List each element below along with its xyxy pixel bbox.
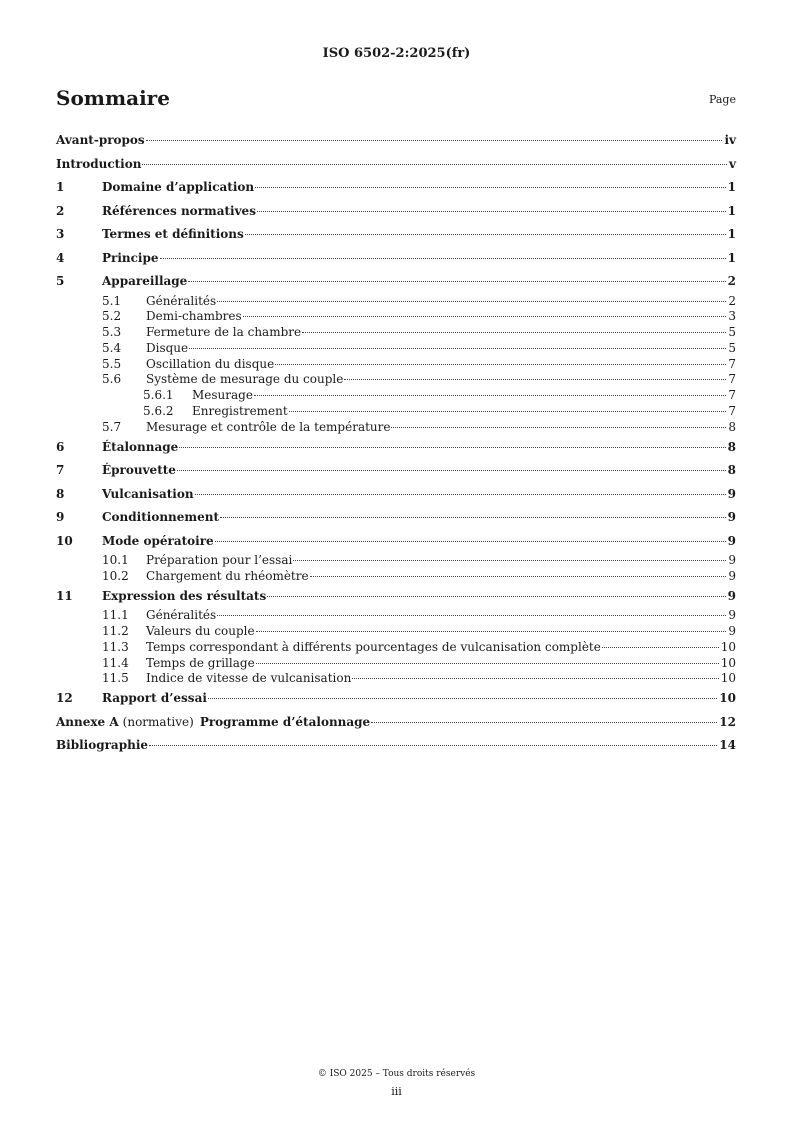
toc-entry[interactable] [56,325,736,341]
toc-entry-page: 1 [727,203,736,218]
toc-entry[interactable] [56,553,736,569]
toc-entry[interactable] [56,734,736,758]
toc-entry[interactable] [56,153,736,177]
toc-entry-page: 1 [727,180,736,194]
toc-entry-page: 14 [719,738,736,753]
dot-leader [146,140,723,141]
toc-entry[interactable] [56,247,736,271]
toc-entry-number: 5.5 [102,356,122,371]
toc-entry-number: 8 [56,486,65,501]
toc-entry-number: 10.1 [102,553,129,568]
toc-entry-page: 3 [728,309,736,324]
toc-entry-label: Termes et définitions [102,227,244,241]
toc-entry-label: Demi-chambres [146,309,242,324]
toc-entry[interactable] [56,357,736,373]
dot-leader [257,211,726,212]
toc-entry-number: 1 [56,180,65,194]
annex-normative-tag: (normative) [122,714,194,729]
dot-leader [243,316,727,317]
toc-entry[interactable] [56,372,736,388]
toc-entry-number: 11.4 [102,655,129,670]
toc-entry[interactable] [56,200,736,224]
toc-entry[interactable] [56,624,736,640]
toc-entry-number: 10.2 [102,568,129,583]
dot-leader [391,427,726,428]
dot-leader [215,541,726,542]
toc-entry[interactable] [56,608,736,624]
dot-leader [256,663,719,664]
toc-entry[interactable] [56,569,736,585]
toc-entry-page: 2 [728,293,736,308]
toc-entry-page: 9 [727,588,736,603]
annex-title: Programme d’étalonnage [199,714,371,729]
toc-entry[interactable] [56,671,736,687]
toc-entry-label: Temps correspondant à différents pourcentages de vulcanisation complète [146,639,601,654]
toc-entry-number: 5 [56,274,65,288]
toc-entry-number: 5.1 [102,293,122,308]
toc-entry-page: 9 [728,608,736,623]
dot-leader [142,164,727,165]
toc-entry-label: Introduction [56,156,142,171]
toc-entry-number: 5.3 [102,325,122,340]
toc-entry-page: 5 [728,340,736,355]
toc-entry-page: 10 [720,655,736,670]
toc-entry[interactable] [56,388,736,404]
toc-entry-page: 10 [720,671,736,686]
toc-entry-label: Appareillage [102,274,188,288]
toc-entry-page: 8 [727,463,736,478]
toc-entry-label: Mesurage [192,388,253,403]
dot-leader [289,411,727,412]
toc-entry-page: 7 [728,356,736,371]
toc-entry[interactable] [56,530,736,554]
toc-entry-page: 8 [728,419,736,434]
toc-entry-label: Indice de vitesse de vulcanisation [146,671,352,686]
toc-entry[interactable] [56,459,736,483]
toc-entry-page: 9 [728,568,736,583]
toc-entry-label: Disque [146,340,189,355]
copyright-footer: © ISO 2025 – Tous droits réservés [317,1069,476,1079]
toc-entry-page: 5 [728,325,736,340]
toc-entry-label: Généralités [146,608,217,623]
dot-leader [217,301,726,302]
toc-entry-page: 12 [719,714,736,729]
page-number: iii [391,1085,402,1098]
toc-entry-label: Éprouvette [102,463,176,478]
toc-entry-label: Chargement du rhéomètre [146,568,309,583]
toc-entry[interactable] [56,404,736,420]
toc-entry-label: Étalonnage [102,439,179,454]
toc-entry-label: Enregistrement [192,404,288,419]
toc-entry-label: Oscillation du disque [146,356,275,371]
dot-leader [217,615,726,616]
toc-entry-page: 7 [728,404,736,419]
toc-entry-number: 9 [56,510,65,525]
dot-leader [254,395,726,396]
dot-leader [245,234,726,235]
dot-leader [256,631,727,632]
toc-entry-page: 1 [727,227,736,241]
dot-leader [189,348,726,349]
toc-entry-label: Système de mesurage du couple [146,372,344,387]
toc-entry-number: 5.4 [102,340,122,355]
toc-entry-page: 8 [727,439,736,454]
toc-entry-number: 11.2 [102,624,129,639]
toc-entry[interactable] [56,294,736,310]
toc-entry[interactable] [56,656,736,672]
dot-leader [149,745,717,746]
toc-entry-number: 11 [56,588,73,603]
page-title: Sommaire [56,86,170,110]
dot-leader [344,379,726,380]
toc-entry-page: 2 [727,274,736,288]
dot-leader [188,281,725,282]
toc-entry-number: 11.3 [102,639,129,654]
toc-entry-label: Vulcanisation [102,486,194,501]
toc-entry-number: 12 [56,691,73,706]
toc-entry[interactable] [56,483,736,507]
toc-entry-number: 5.6 [102,372,122,387]
dot-leader [602,647,719,648]
dot-leader [371,722,717,723]
toc-entry-label: Expression des résultats [102,588,267,603]
toc-entry-page: 9 [727,510,736,525]
dot-leader [160,258,726,259]
toc-entry-number: 5.2 [102,309,122,324]
toc-entry-page: 9 [728,624,736,639]
toc-entry[interactable] [56,640,736,656]
toc-entry-label: Bibliographie [56,738,149,753]
toc-entry[interactable] [56,341,736,357]
toc-entry-page: 9 [727,486,736,501]
toc-entry[interactable] [56,711,736,735]
toc-entry[interactable] [56,176,736,200]
toc-entry[interactable] [56,687,736,711]
toc-entry-page: 10 [720,639,736,654]
toc-entry-label: Rapport d’essai [102,691,207,706]
toc-entry-label: Mesurage et contrôle de la température [146,419,391,434]
toc-entry-page: iv [724,133,736,147]
page-column-label: Page [708,93,736,106]
toc-entry-page: 1 [727,250,736,265]
toc-entry-label: Préparation pour l’essai [146,553,293,568]
toc-entry[interactable] [56,585,736,609]
toc-entry[interactable] [56,129,736,153]
document-header: ISO 6502-2:2025(fr) [322,46,471,61]
toc-entry-number: 7 [56,463,65,478]
toc-entry-page: 9 [728,553,736,568]
toc-entry-page: 9 [727,533,736,548]
toc-entry-label: Fermeture de la chambre [146,325,302,340]
toc-entry-page: 7 [728,388,736,403]
toc-entry-number: 11.5 [102,671,129,686]
toc-entry-number: 6 [56,439,65,454]
toc-entry[interactable] [56,506,736,530]
toc-entry-label: Domaine d’application [102,180,255,194]
toc-entry-label: Valeurs du couple [146,624,255,639]
toc-entry-number: 3 [56,227,65,241]
toc-entry-number: 5.6.2 [143,404,174,419]
toc-entry-page: 7 [728,372,736,387]
toc-entry[interactable] [56,420,736,436]
dot-leader [255,187,726,188]
toc-entry-page: 10 [719,691,736,706]
toc-entry-label: Références normatives [102,203,256,218]
table-of-contents [56,129,736,758]
toc-entry-page: v [729,156,736,171]
dot-leader [179,447,725,448]
toc-entry-label: Généralités [146,293,217,308]
dot-leader [220,517,726,518]
toc-entry[interactable] [56,309,736,325]
toc-entry-label: Conditionnement [102,510,220,525]
toc-entry[interactable] [56,223,736,247]
toc-entry-label: Mode opératoire [102,533,214,548]
dot-leader [310,576,727,577]
toc-entry-label: Principe [102,250,159,265]
toc-entry-number: 4 [56,250,65,265]
toc-entry[interactable] [56,436,736,460]
toc-entry-number: 10 [56,533,73,548]
dot-leader [352,678,718,679]
dot-leader [293,560,726,561]
dot-leader [177,470,726,471]
toc-entry-label: Avant-propos [56,133,145,147]
toc-entry-label: Annexe A [56,714,119,729]
dot-leader [267,596,725,597]
dot-leader [302,332,726,333]
dot-leader [195,494,726,495]
toc-entry-number: 5.6.1 [143,388,174,403]
toc-entry-number: 2 [56,203,65,218]
toc-entry-number: 5.7 [102,419,122,434]
toc-entry-label: Temps de grillage [146,655,255,670]
dot-leader [275,364,726,365]
toc-entry-number: 11.1 [102,608,129,623]
dot-leader [208,698,717,699]
toc-entry[interactable] [56,270,736,294]
